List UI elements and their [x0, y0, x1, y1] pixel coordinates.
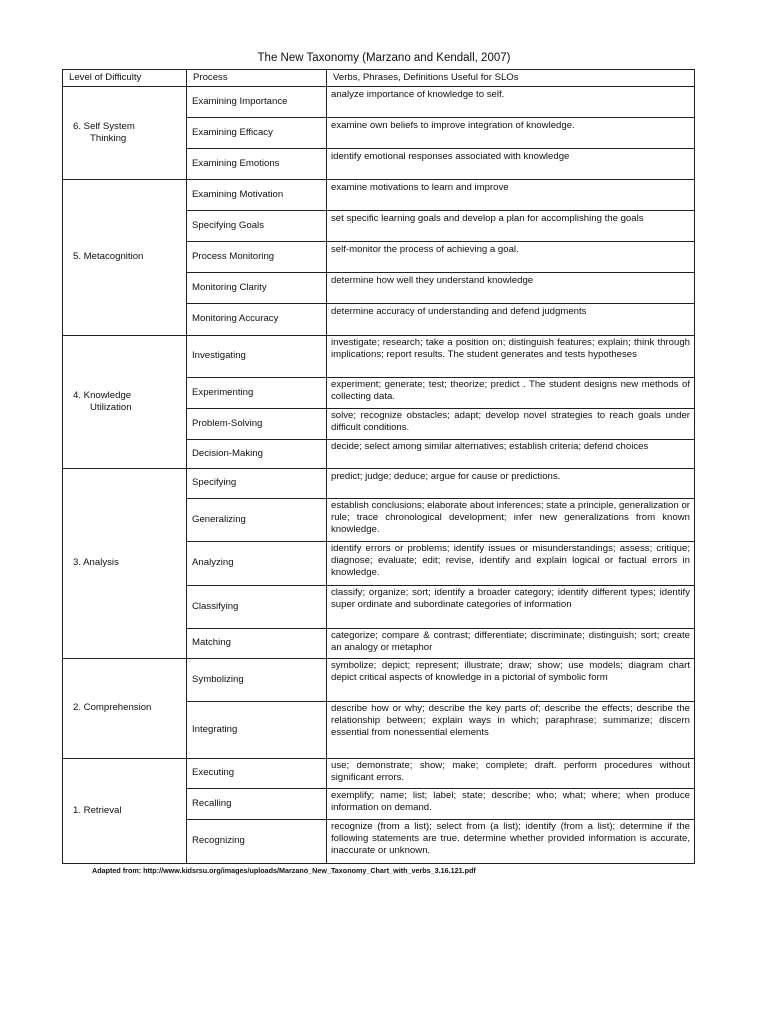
process-cell: Generalizing: [187, 499, 327, 542]
verbs-cell: predict; judge; deduce; argue for cause or predictions.: [327, 469, 695, 499]
process-cell: Monitoring Accuracy: [187, 304, 327, 336]
page-title: The New Taxonomy (Marzano and Kendall, 2007): [257, 52, 511, 64]
process-cell: Symbolizing: [187, 659, 327, 702]
level-name: 5. Metacognition: [73, 251, 144, 263]
process-cell: Experimenting: [187, 378, 327, 409]
process-cell: Examining Importance: [187, 87, 327, 118]
verbs-cell: identify emotional responses associated with knowledge: [327, 149, 695, 180]
process-cell: Monitoring Clarity: [187, 273, 327, 304]
verbs-cell: categorize; compare & contrast; differentiate; discriminate; distinguish; sort; create an analogy or metaphor: [327, 629, 695, 659]
process-cell: Investigating: [187, 336, 327, 378]
level-name: 3. Analysis: [73, 557, 119, 569]
verbs-cell: determine accuracy of understanding and defend judgments: [327, 304, 695, 336]
verbs-cell: determine how well they understand knowledge: [327, 273, 695, 304]
level-name-cont: Thinking: [90, 133, 127, 144]
verbs-cell: decide; select among similar alternatives; establish criteria; defend choices: [327, 440, 695, 469]
level-name: 4. Knowledge: [73, 389, 132, 401]
verbs-cell: symbolize; depict; represent; illustrate; draw; show; use models; diagram chart depict critical aspects of knowledge in a pictorial of symbolic form: [327, 659, 695, 702]
level-cell: [63, 87, 187, 180]
header-verbs: Verbs, Phrases, Definitions Useful for SLOs: [327, 70, 695, 87]
level-name: 1. Retrieval: [73, 804, 122, 816]
taxonomy-table: [62, 69, 695, 864]
verbs-cell: use; demonstrate; show; make; complete; draft. perform procedures without significant errors.: [327, 759, 695, 789]
verbs-cell: examine motivations to learn and improve: [327, 180, 695, 211]
verbs-cell: describe how or why; describe the key parts of; describe the effects; describe the relationship between; explain ways in which; paraphrase; summarize; discern essential from nonessential elements: [327, 702, 695, 759]
verbs-cell: solve; recognize obstacles; adapt; develop novel strategies to reach goals under difficult conditions.: [327, 409, 695, 440]
table-row: [63, 87, 695, 118]
table-row: [63, 759, 695, 789]
level-cell: [63, 659, 187, 759]
verbs-cell: classify; organize; sort; identify a broader category; identify different types; identify super ordinate and subordinate categories of information: [327, 586, 695, 629]
verbs-cell: self-monitor the process of achieving a goal.: [327, 242, 695, 273]
verbs-cell: investigate; research; take a position on; distinguish features; explain; think through implications; report results. The student generates and tests hypotheses: [327, 336, 695, 378]
process-cell: Matching: [187, 629, 327, 659]
table-row: [63, 469, 695, 499]
process-cell: Decision-Making: [187, 440, 327, 469]
process-cell: Problem-Solving: [187, 409, 327, 440]
verbs-cell: identify errors or problems; identify issues or misunderstandings; assess; critique; diagnose; evaluate; edit; revise, identify and explain logical or factual errors in knowledge.: [327, 542, 695, 586]
level-cell: [63, 469, 187, 659]
level-cell: [63, 759, 187, 864]
verbs-cell: analyze importance of knowledge to self.: [327, 87, 695, 118]
header-process: Process: [187, 70, 327, 87]
table-row: [63, 180, 695, 211]
process-cell: Examining Efficacy: [187, 118, 327, 149]
table-row: [63, 336, 695, 378]
process-cell: Examining Motivation: [187, 180, 327, 211]
level-cell: [63, 336, 187, 469]
source-citation: Adapted from: http://www.kidsrsu.org/images/uploads/Marzano_New_Taxonomy_Chart_with_verbs_3.16.121.pdf: [92, 866, 476, 875]
level-name: 6. Self System: [73, 120, 135, 132]
table-row: [63, 659, 695, 702]
process-cell: Specifying: [187, 469, 327, 499]
verbs-cell: examine own beliefs to improve integration of knowledge.: [327, 118, 695, 149]
process-cell: Process Monitoring: [187, 242, 327, 273]
process-cell: Integrating: [187, 702, 327, 759]
process-cell: Recognizing: [187, 820, 327, 864]
process-cell: Analyzing: [187, 542, 327, 586]
verbs-cell: recognize (from a list); select from (a list); identify (from a list); determine if the following statements are true. determine whether provided information is accurate, inaccurate or unknown.: [327, 820, 695, 864]
verbs-cell: experiment; generate; test; theorize; predict . The student designs new methods of collecting data.: [327, 378, 695, 409]
verbs-cell: set specific learning goals and develop a plan for accomplishing the goals: [327, 211, 695, 242]
process-cell: Recalling: [187, 789, 327, 820]
level-name-cont: Utilization: [90, 402, 132, 413]
process-cell: Specifying Goals: [187, 211, 327, 242]
verbs-cell: exemplify; name; list; label; state; describe; who; what; where; when produce information on demand.: [327, 789, 695, 820]
header-level: Level of Difficulty: [63, 70, 187, 87]
process-cell: Examining Emotions: [187, 149, 327, 180]
level-name: 2. Comprehension: [73, 702, 152, 714]
verbs-cell: establish conclusions; elaborate about inferences; state a principle, generalization or rule; trace chronological development; infer new generalizations from known knowledge.: [327, 499, 695, 542]
level-cell: [63, 180, 187, 336]
table-header-row: [63, 70, 695, 87]
process-cell: Classifying: [187, 586, 327, 629]
process-cell: Executing: [187, 759, 327, 789]
